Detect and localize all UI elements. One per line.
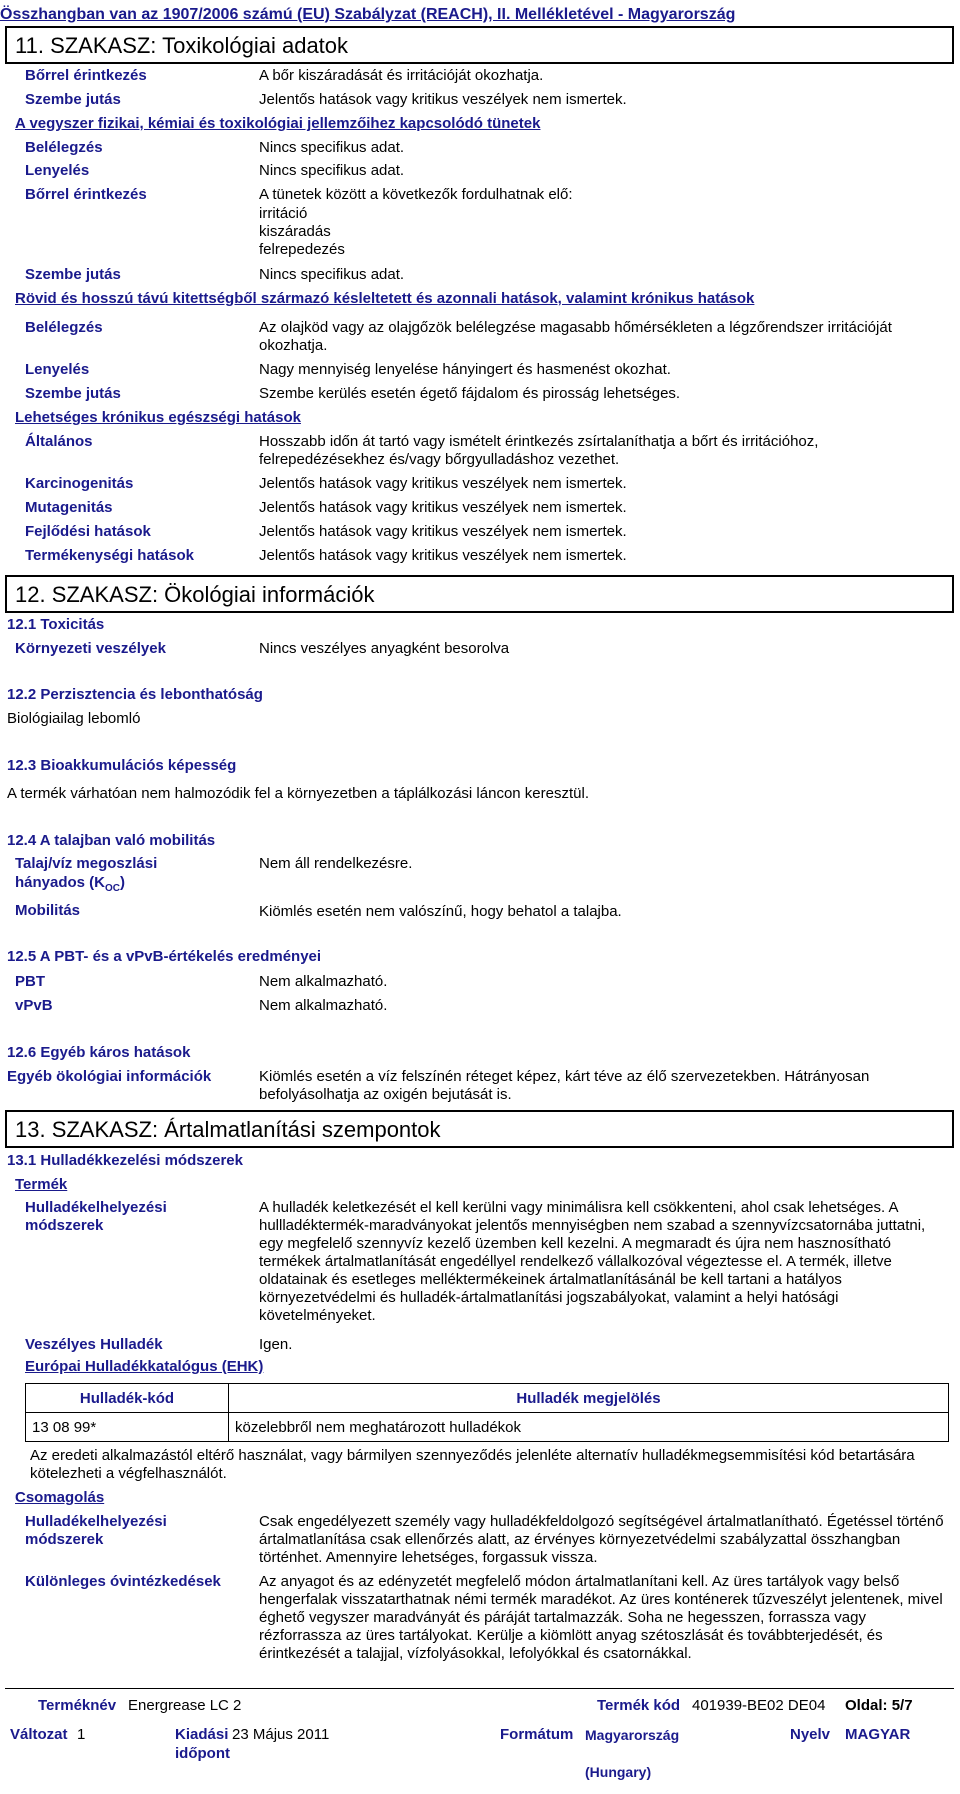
footer-label: időpont [175, 1745, 230, 1762]
label: Belélegzés [25, 139, 103, 156]
footer-value: 401939-BE02 DE04 [692, 1697, 826, 1714]
footer-label: Nyelv [790, 1726, 831, 1743]
value: Nincs veszélyes anyagként besorolva [259, 640, 510, 657]
value: Nincs specifikus adat. [259, 162, 405, 179]
footer-page: Oldal: 5/7 [845, 1697, 913, 1714]
table-cell: 13 08 99* [26, 1413, 229, 1442]
subsection-heading: 12.6 Egyéb káros hatások [7, 1044, 191, 1061]
label: PBT [15, 973, 45, 990]
value: Jelentős hatások vagy kritikus veszélyek nem ismertek. [259, 547, 627, 564]
label: Szembe jutás [25, 385, 121, 402]
label: Lenyelés [25, 162, 90, 179]
value: Az anyagot és az edényzetét megfelelő módon ártalmatlanítani kell. Az üres tartályok vagy belső hengerfalak visszatarthatnak némi termék maradékot. Az üres konténerek tűzveszélyt jelentenek, mivel éghető vegyszer maradványát és páráját tartalmazzák. Soha ne hegesszen, forrassza vagy rézforrassza az üres tartályokat. Kerülje a kiömlött anyag szétoszlását és továbbterjedését, és érintkezését a talajjal, vízfolyásokkal, lefolyókkal és csatornákkal. [259, 1573, 943, 1662]
value: Nem alkalmazható. [259, 997, 388, 1014]
section-12-title: 12. SZAKASZ: Ökológiai információk [5, 575, 954, 613]
subsection-heading: 12.4 A talajban való mobilitás [7, 832, 216, 849]
label: Különleges óvintézkedések [25, 1573, 221, 1590]
label: Környezeti veszélyek [15, 640, 166, 657]
label: Szembe jutás [25, 266, 121, 283]
label: Szembe jutás [25, 91, 121, 108]
label: vPvB [15, 997, 53, 1014]
footer-divider [5, 1688, 954, 1689]
subsection-heading: 12.5 A PBT- és a vPvB-értékelés eredményei [7, 948, 322, 965]
value: Nincs specifikus adat. [259, 139, 405, 156]
document-header: Összhangban van az 1907/2006 számú (EU) Szabályzat (REACH), II. Mellékletével - Magyarország [0, 6, 736, 23]
subheading: Rövid és hosszú távú kitettségből származó késleltetett és azonnali hatások, valamint krónikus hatások [15, 290, 755, 307]
label: Lenyelés [25, 361, 90, 378]
subheading: Termék [15, 1176, 68, 1193]
subheading: Csomagolás [15, 1489, 105, 1506]
subsection-heading: 12.2 Perzisztencia és lebonthatóság [7, 686, 263, 703]
footer-label: Terméknév [38, 1697, 117, 1714]
subheading: Lehetséges krónikus egészségi hatások [15, 409, 301, 426]
value: A tünetek között a következők fordulhatnak elő: [259, 186, 573, 203]
value: Igen. [259, 1336, 293, 1353]
column-header: Hulladék-kód [26, 1384, 229, 1413]
footer-value: (Hungary) [585, 1764, 652, 1780]
subsection-heading: 12.1 Toxicitás [7, 616, 105, 633]
value: Nem alkalmazható. [259, 973, 388, 990]
value: Kiömlés esetén nem valószínű, hogy behatol a talajba. [259, 903, 622, 920]
label: Mutagenitás [25, 499, 113, 516]
footer-value: MAGYAR [845, 1726, 911, 1743]
label: Belélegzés [25, 319, 103, 336]
table-cell: közelebbről nem meghatározott hulladékok [229, 1413, 949, 1442]
label: Bőrrel érintkezés [25, 186, 147, 203]
footer-label: Kiadási [175, 1726, 229, 1743]
text: A termék várhatóan nem halmozódik fel a környezetben a táplálkozási láncon keresztül. [7, 785, 589, 802]
value: Szembe kerülés esetén égető fájdalom és pirosság lehetséges. [259, 385, 681, 402]
footer-value: 1 [77, 1726, 86, 1743]
column-header: Hulladék megjelölés [229, 1384, 949, 1413]
footer-value: Energrease LC 2 [128, 1697, 242, 1714]
label: Általános [25, 433, 93, 450]
value: A hulladék keletkezését el kell kerülni vagy minimálisra kell csökkenteni, ahol csak lehetséges. A hullladéktermék-maradványokat jelentős mennyiségben nem szabad a szennyvízcsatornába juttatni, egy megfelelő szennyvíz kezelő üzemben kell kezelni. A megmaradt és újra nem hasznosítható termékek ártalmatlanítását engedéllyel rendelkező vállalkozóval végeztesse el. A termék, illetve oldatainak és esetleges melléktermékeinek ártalmatlanításánál be kell tartani a hatályos környezetvédelmi és hulladék-ártalmatlanítási jogszabályokat, valamint a helyi hatósági követelményeket. [259, 1199, 926, 1324]
label: Mobilitás [15, 902, 81, 919]
subheading: A vegyszer fizikai, kémiai és toxikológiai jellemzőihez kapcsolódó tünetek [15, 115, 541, 132]
label: Karcinogenitás [25, 475, 134, 492]
text: Biológiailag lebomló [7, 710, 141, 727]
value: A bőr kiszáradását és irritációját okozhatja. [259, 67, 544, 84]
table-header-row [26, 1384, 949, 1413]
value: Jelentős hatások vagy kritikus veszélyek nem ismertek. [259, 499, 627, 516]
label: Veszélyes Hulladék [25, 1336, 163, 1353]
note: Az eredeti alkalmazástól eltérő használat, vagy bármilyen szennyeződés jelenléte alternatív hulladékmegsemmisítési kód betartására kötelezheti a végfelhasználót. [30, 1447, 915, 1482]
table-row [26, 1413, 949, 1442]
subsection-heading: 12.3 Bioakkumulációs képesség [7, 757, 237, 774]
value: Nincs specifikus adat. [259, 266, 405, 283]
footer-label: Formátum [500, 1726, 574, 1743]
label: Termékenységi hatások [25, 547, 194, 564]
value: Hosszabb időn át tartó vagy ismételt érintkezés zsírtalaníthatja a bőrt és irritációhoz, felrepedézésekhez és/vagy bőrgyulladáshoz vezethet. [259, 433, 819, 468]
waste-code-table [25, 1383, 949, 1442]
value: Jelentős hatások vagy kritikus veszélyek nem ismertek. [259, 523, 627, 540]
value: irritáció [259, 205, 308, 222]
subsection-heading: 13.1 Hulladékkezelési módszerek [7, 1152, 243, 1169]
section-13-title: 13. SZAKASZ: Ártalmatlanítási szempontok [5, 1110, 954, 1148]
label: Hulladékelhelyezési módszerek [25, 1199, 167, 1234]
footer-value: Magyarország [585, 1727, 680, 1743]
label: Fejlődési hatások [25, 523, 151, 540]
label: hányados $(K_{OC})$ [15, 874, 126, 894]
value: Kiömlés esetén a víz felszínén réteget képez, kárt téve az élő szervezetekben. Hátrányosan befolyásolhatja az oxigén bejutását is. [259, 1068, 870, 1103]
value: Jelentős hatások vagy kritikus veszélyek nem ismertek. [259, 91, 627, 108]
footer-label: Termék kód [597, 1697, 681, 1714]
value: Nem áll rendelkezésre. [259, 855, 413, 872]
value: Nagy mennyiség lenyelése hányingert és hasmenést okozhat. [259, 361, 671, 378]
label: Bőrrel érintkezés [25, 67, 147, 84]
footer-label: Változat [10, 1726, 68, 1743]
value: kiszáradás [259, 223, 331, 240]
value: felrepedezés [259, 241, 345, 258]
value: Az olajköd vagy az olajgőzök belélegzése magasabb hőmérsékleten a légzőrendszer irritációját okozhatja. [259, 319, 892, 354]
label: Hulladékelhelyezési módszerek [25, 1513, 167, 1548]
label: Talaj/víz megoszlási [15, 855, 158, 872]
section-11-title: 11. SZAKASZ: Toxikológiai adatok [5, 26, 954, 64]
footer-value: 23 Május 2011 [232, 1726, 330, 1743]
value: Csak engedélyezett személy vagy hulladékfeldolgozó segítségével ártalmatlanítható. Égetéssel történő ártalmatlanítása csak ellenőrzés alatt, az érvényes környezetvédelmi szabályzattal összhangban történhet. Amennyire lehetséges, forgassuk vissza. [259, 1513, 944, 1566]
subheading: Európai Hulladékkatalógus (EHK) [25, 1358, 264, 1375]
label: Egyéb ökológiai információk [7, 1068, 212, 1085]
value: Jelentős hatások vagy kritikus veszélyek nem ismertek. [259, 475, 627, 492]
